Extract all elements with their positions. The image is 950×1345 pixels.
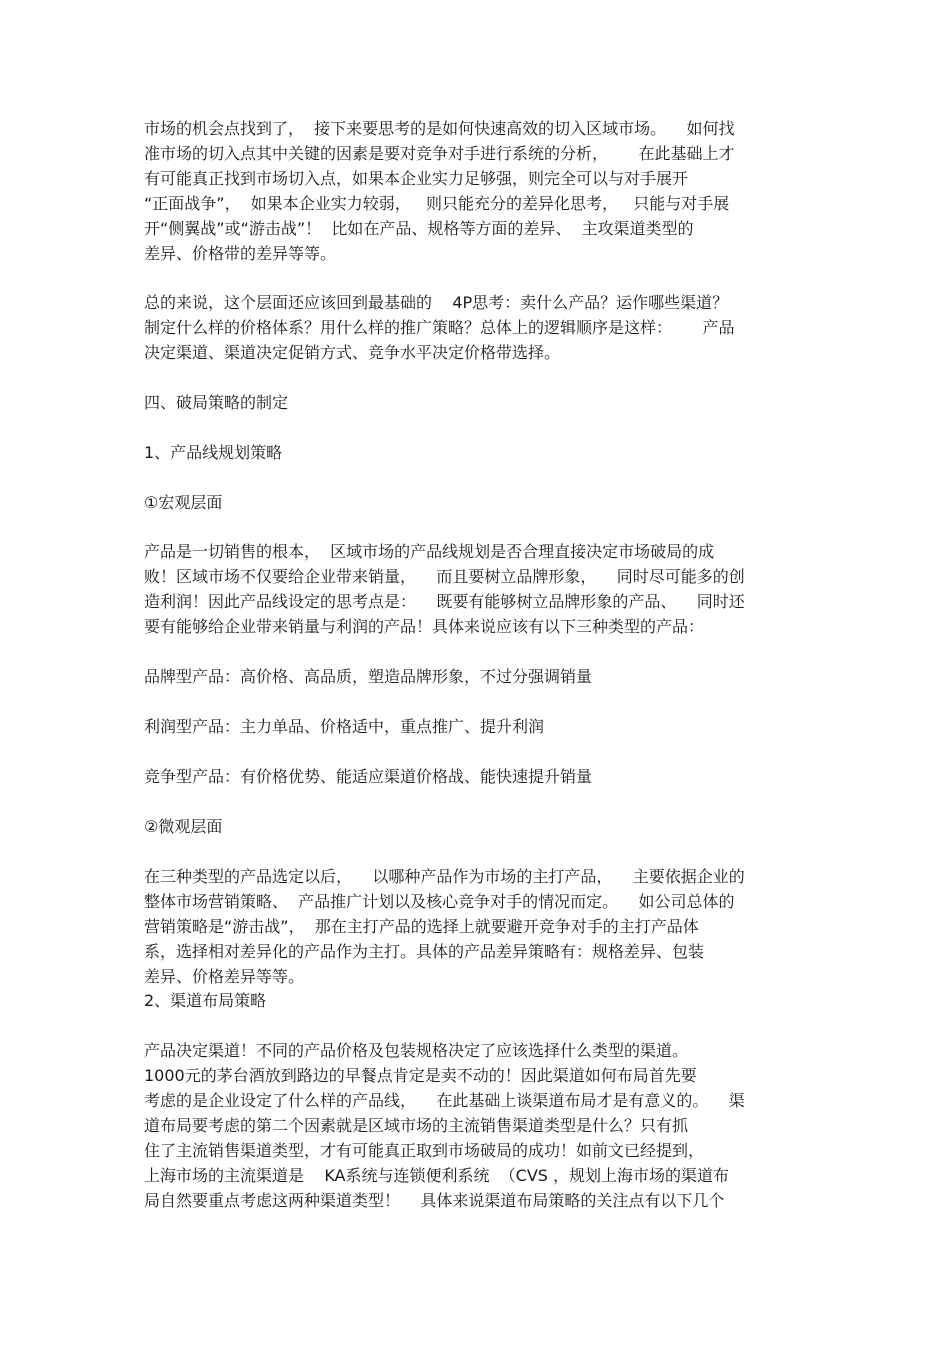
paragraph-line: 竞争型产品：有价格优势、能适应渠道价格战、能快速提升销量 [144,767,593,786]
paragraph-line: 产品决定渠道！不同的产品价格及包装规格决定了应该选择什么类型的渠道。 [144,1041,689,1060]
paragraph-line: 品牌型产品：高价格、高品质，塑造品牌形象，不过分强调销量 [144,667,593,686]
subsection-heading: ①宏观层面 [144,493,223,512]
paragraph-line: “正面战争”， 如果本企业实力较弱， 则只能充分的差异化思考， 只能与对手展 [144,194,730,213]
section-heading: 2、渠道布局策略 [144,991,267,1010]
paragraph-line: 道布局要考虑的第二个因素就是区域市场的主流销售渠道类型是什么？只有抓 [144,1116,689,1135]
paragraph-line: 制定什么样的价格体系？用什么样的推广策略？总体上的逻辑顺序是这样： 产品 [144,318,735,337]
paragraph-line: 有可能真正找到市场切入点，如果本企业实力足够强，则完全可以与对手展开 [144,169,689,188]
subsection-heading: 1、产品线规划策略 [144,443,283,462]
paragraph-line: 要有能够给企业带来销量与利润的产品！具体来说应该有以下三种类型的产品： [144,617,705,636]
paragraph-line: 造利润！因此产品线设定的思考点是： 既要有能够树立品牌形象的产品、 同时还 [144,592,745,611]
paragraph-line: 开“侧翼战”或“游击战”！ 比如在产品、规格等方面的差异、 主攻渠道类型的 [144,219,694,238]
paragraph-line: 在三种类型的产品选定以后， 以哪种产品作为市场的主打产品， 主要依据企业的 [144,867,745,886]
paragraph-line: 1000元的茅台酒放到路边的早餐点肯定是卖不动的！因此渠道如何布局首先要 [144,1066,697,1085]
subsection-heading: ②微观层面 [144,817,223,836]
paragraph-line: 产品是一切销售的根本， 区域市场的产品线规划是否合理直接决定市场破局的成 [144,542,715,561]
paragraph-line: 总的来说，这个层面还应该回到最基础的 4P思考：卖什么产品？运作哪些渠道？ [144,293,729,312]
paragraph-line: 上海市场的主流渠道是 KA系统与连锁便利系统 （CVS ，规划上海市场的渠道布 [144,1166,730,1185]
section-heading: 四、破局策略的制定 [144,393,289,412]
paragraph-line: 败！区域市场不仅要给企业带来销量， 而且要树立品牌形象， 同时尽可能多的创 [144,567,745,586]
paragraph-line: 局自然要重点考虑这两种渠道类型！ 具体来说渠道布局策略的关注点有以下几个 [144,1191,725,1210]
paragraph-line: 差异、价格差异等等。 [144,967,305,986]
paragraph-line: 决定渠道、渠道决定促销方式、竞争水平决定价格带选择。 [144,343,561,362]
paragraph-line: 系，选择相对差异化的产品作为主打。具体的产品差异策略有：规格差异、包装 [144,942,705,961]
paragraph-line: 整体市场营销策略、 产品推广计划以及核心竞争对手的情况而定。 如公司总体的 [144,892,735,911]
paragraph-line: 差异、价格带的差异等等。 [144,244,337,263]
paragraph-line: 住了主流销售渠道类型，才有可能真正取到市场破局的成功！如前文已经提到， [144,1141,705,1160]
paragraph-line: 营销策略是“游击战”， 那在主打产品的选择上就要避开竞争对手的主打产品体 [144,917,699,936]
paragraph-line: 利润型产品：主力单品、价格适中，重点推广、提升利润 [144,717,545,736]
paragraph-line: 考虑的是企业设定了什么样的产品线， 在此基础上谈渠道布局才是有意义的。 渠 [144,1091,745,1110]
paragraph-line: 准市场的切入点其中关键的因素是要对竞争对手进行系统的分析， 在此基础上才 [144,144,735,163]
paragraph-line: 市场的机会点找到了， 接下来要思考的是如何快速高效的切入区域市场。 如何找 [144,119,735,138]
